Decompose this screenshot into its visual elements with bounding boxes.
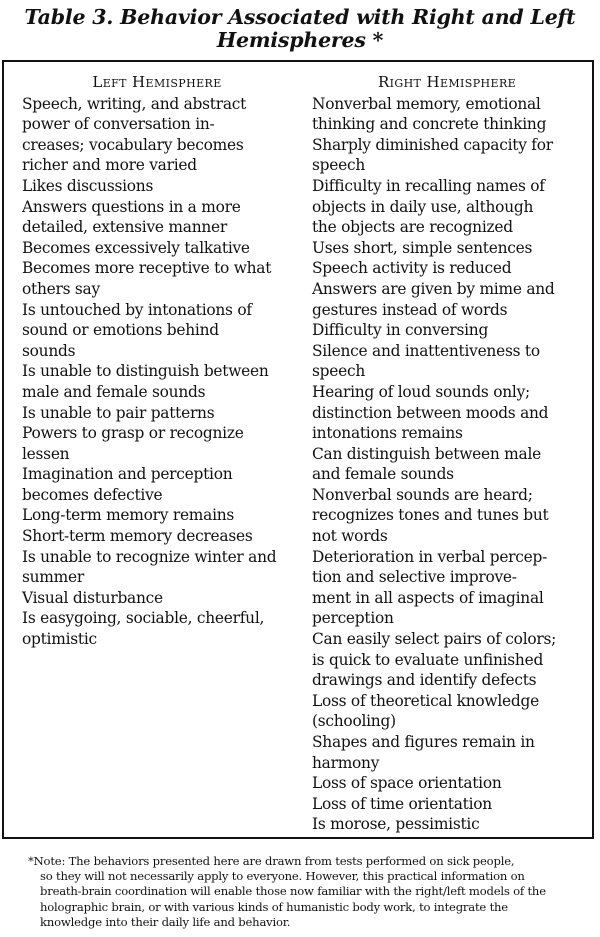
behavior-item-line: optimistic (22, 630, 97, 649)
behavior-item-line: (schooling) (312, 712, 396, 731)
behavior-item (312, 279, 594, 320)
behavior-item-line: Speech activity is reduced (312, 259, 512, 278)
behavior-item (22, 403, 300, 424)
behavior-item (22, 238, 300, 259)
footnote-line: breath-brain coordination will enable those now familiar with the right/left models of the (40, 884, 546, 899)
behavior-item (22, 176, 300, 197)
behavior-item-line: others say (22, 279, 100, 298)
behavior-item-line: Loss of time orientation (312, 794, 492, 813)
behavior-item-line: richer and more varied (22, 156, 197, 175)
footnote-line: so they will not necessarily apply to everyone. However, this practical information on (40, 869, 525, 884)
behavior-item-line: Deterioration in verbal percep- (312, 547, 548, 566)
behavior-item (22, 547, 300, 588)
behavior-item-line: creases; vocabulary becomes (22, 135, 244, 154)
footnote (22, 854, 582, 930)
behavior-item-line: male and female sounds (22, 382, 206, 401)
behavior-item-line: sound or emotions behind (22, 321, 219, 340)
behavior-item-line: Nonverbal memory, emotional (312, 94, 541, 113)
behavior-item-line: Is unable to pair patterns (22, 403, 215, 422)
behavior-item (312, 773, 594, 794)
behavior-item (312, 341, 594, 382)
behavior-item-line: Difficulty in recalling names of (312, 176, 545, 195)
behavior-item (312, 794, 594, 815)
behavior-item-line: tion and selective improve- (312, 568, 517, 587)
behavior-item (312, 382, 594, 444)
footnote-line: *Note: The behaviors presented here are drawn from tests performed on sick people, (28, 854, 515, 868)
behavior-item-line: speech (312, 156, 365, 175)
behavior-item-line: Sharply diminished capacity for (312, 135, 553, 154)
behavior-item (312, 485, 594, 547)
behavior-item-line: Hearing of loud sounds only; (312, 382, 530, 401)
behavior-item-line: distinction between moods and (312, 403, 549, 422)
behavior-item (22, 197, 300, 238)
behavior-item (22, 94, 300, 176)
behavior-item-line: summer (22, 568, 84, 587)
left-column-header: Left Hemisphere (92, 73, 222, 91)
left-hemisphere-column (22, 72, 300, 650)
behavior-item-line: ment in all aspects of imaginal (312, 588, 544, 607)
behavior-table (2, 60, 594, 839)
behavior-item (22, 361, 300, 402)
behavior-item-line: Becomes more receptive to what (22, 259, 272, 278)
behavior-item-line: sounds (22, 341, 76, 360)
behavior-item (312, 444, 594, 485)
behavior-item-line: harmony (312, 753, 380, 772)
table-title-line-2: Hemispheres * (216, 28, 384, 52)
footnote-line: knowledge into their daily life and behavior. (40, 914, 291, 929)
behavior-item-line: Is easygoing, sociable, cheerful, (22, 609, 265, 628)
behavior-item (22, 588, 300, 609)
behavior-item-line: Can easily select pairs of colors; (312, 630, 557, 649)
behavior-item-line: speech (312, 362, 365, 381)
behavior-item-line: recognizes tones and tunes but (312, 506, 549, 525)
behavior-item (22, 464, 300, 505)
behavior-item (312, 547, 594, 629)
behavior-item-line: Imagination and perception (22, 465, 233, 484)
behavior-item-line: perception (312, 609, 394, 628)
behavior-item-line: Loss of space orientation (312, 774, 502, 793)
behavior-item-line: intonations remains (312, 424, 463, 443)
behavior-item-line: Can distinguish between male (312, 444, 541, 463)
behavior-item (22, 258, 300, 299)
behavior-item-line: Powers to grasp or recognize (22, 424, 244, 443)
behavior-item-line: Likes discussions (22, 176, 154, 195)
right-column-header: Right Hemisphere (377, 73, 517, 91)
behavior-item-line: Silence and inattentiveness to (312, 341, 540, 360)
behavior-item-line: Difficulty in conversing (312, 321, 489, 340)
behavior-item (312, 732, 594, 773)
behavior-item-line: thinking and concrete thinking (312, 115, 547, 134)
behavior-item-line: Short-term memory decreases (22, 527, 253, 546)
behavior-item (22, 505, 300, 526)
behavior-item-line: gestures instead of words (312, 300, 508, 319)
table-title-line-1: Table 3. Behavior Associated with Right and Left (24, 5, 576, 29)
behavior-item-line: drawings and identify defects (312, 671, 537, 690)
behavior-item-line: and female sounds (312, 465, 454, 484)
behavior-item-line: Answers questions in a more (22, 197, 241, 216)
behavior-item-line: not words (312, 527, 388, 546)
behavior-item-line: Uses short, simple sentences (312, 238, 533, 257)
behavior-item (22, 526, 300, 547)
behavior-item-line: Answers are given by mime and (312, 279, 555, 298)
behavior-item-line: detailed, extensive manner (22, 218, 227, 237)
behavior-item-line: Visual disturbance (22, 588, 163, 607)
behavior-item-line: Is morose, pessimistic (312, 815, 480, 834)
table-title (0, 6, 600, 52)
footnote-line: holographic brain, or with various kinds of humanistic body work, to integrate the (40, 899, 508, 914)
behavior-item (312, 320, 594, 341)
behavior-item (312, 691, 594, 732)
behavior-item-line: Shapes and figures remain in (312, 733, 535, 751)
behavior-item (312, 629, 594, 691)
behavior-item-line: Nonverbal sounds are heard; (312, 485, 533, 504)
behavior-item-line: lessen (22, 444, 70, 463)
behavior-item (312, 814, 594, 835)
behavior-item (22, 608, 300, 649)
behavior-item-line: Is unable to recognize winter and (22, 547, 277, 566)
behavior-item-line: power of conversation in- (22, 115, 215, 134)
right-items (312, 94, 594, 835)
behavior-item-line: Speech, writing, and abstract (22, 94, 247, 113)
behavior-item (312, 238, 594, 259)
behavior-item-line: Becomes excessively talkative (22, 238, 250, 257)
left-items (22, 94, 300, 650)
behavior-item (22, 300, 300, 362)
behavior-item (312, 94, 594, 135)
behavior-item-line: the objects are recognized (312, 218, 513, 237)
behavior-item-line: is quick to evaluate unfinished (312, 650, 544, 669)
behavior-item-line: Is untouched by intonations of (22, 300, 252, 319)
behavior-item (312, 258, 594, 279)
behavior-item-line: Loss of theoretical knowledge (312, 691, 539, 710)
behavior-item (312, 135, 594, 176)
right-hemisphere-column (312, 72, 594, 835)
behavior-item-line: becomes defective (22, 485, 163, 504)
behavior-item-line: Long-term memory remains (22, 506, 235, 525)
behavior-item-line: objects in daily use, although (312, 197, 534, 216)
behavior-item (312, 176, 594, 238)
behavior-item (22, 423, 300, 464)
behavior-item-line: Is unable to distinguish between (22, 362, 269, 381)
